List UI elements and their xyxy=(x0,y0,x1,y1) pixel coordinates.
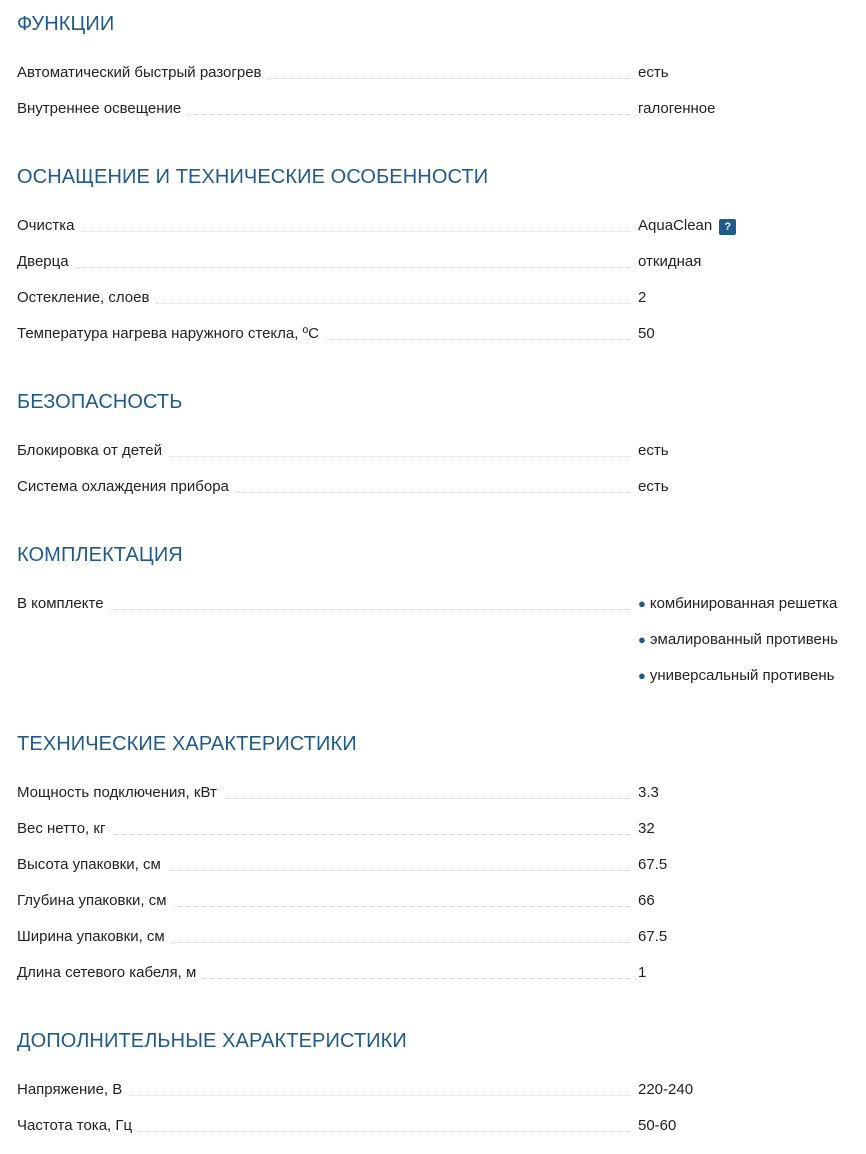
spec-row xyxy=(17,964,857,1000)
section-additional-specs xyxy=(17,1029,857,1134)
spec-value: галогенное xyxy=(638,100,716,117)
spec-row xyxy=(17,325,857,361)
bullet-icon: ● xyxy=(638,668,646,683)
spec-name: Автоматический быстрый разогрев xyxy=(17,64,268,82)
bullet-icon: ● xyxy=(638,632,646,647)
section-equipment xyxy=(17,165,857,342)
spec-name: Вес нетто, кг xyxy=(17,820,111,838)
section-functions xyxy=(17,12,857,117)
spec-row xyxy=(17,442,857,478)
dotted-leader xyxy=(17,231,629,232)
bullet-icon: ● xyxy=(638,596,646,611)
section-package-contents xyxy=(17,543,857,684)
spec-name: Дверца xyxy=(17,253,75,271)
spec-value: 220-240 xyxy=(638,1081,694,1098)
spec-value: откидная xyxy=(638,253,702,270)
spec-row xyxy=(17,784,857,820)
spec-row xyxy=(17,1117,857,1153)
spec-value: есть xyxy=(638,64,669,81)
spec-value: есть xyxy=(638,442,669,459)
spec-name: Частота тока, Гц xyxy=(17,1117,138,1135)
list-item xyxy=(638,595,838,631)
spec-row xyxy=(17,856,857,892)
spec-name: Остекление, слоев xyxy=(17,289,155,307)
spec-value: 66 xyxy=(638,892,655,909)
section-title: ФУНКЦИИ xyxy=(17,13,115,35)
spec-row xyxy=(17,1081,857,1117)
list-item xyxy=(638,667,838,703)
spec-row xyxy=(17,595,857,684)
section-technical-specs xyxy=(17,732,857,981)
spec-row xyxy=(17,820,857,856)
help-icon[interactable]: ? xyxy=(719,219,736,235)
spec-name: Мощность подключения, кВт xyxy=(17,784,223,802)
spec-name: Длина сетевого кабеля, м xyxy=(17,964,202,982)
dotted-leader xyxy=(17,267,629,268)
spec-value: есть xyxy=(638,478,669,495)
spec-name: В комплекте xyxy=(17,595,110,613)
spec-value: 50 xyxy=(638,325,655,342)
section-safety xyxy=(17,390,857,495)
section-title: БЕЗОПАСНОСТЬ xyxy=(17,391,183,413)
spec-row xyxy=(17,892,857,928)
spec-value: 50-60 xyxy=(638,1117,677,1134)
list-item-text: эмалированный противень xyxy=(649,631,838,648)
list-item xyxy=(638,631,838,667)
spec-row xyxy=(17,64,857,100)
spec-name: Напряжение, В xyxy=(17,1081,128,1099)
section-title: КОМПЛЕКТАЦИЯ xyxy=(17,544,183,566)
spec-row xyxy=(17,478,857,514)
spec-value: 67.5 xyxy=(638,856,668,873)
spec-value: 32 xyxy=(638,820,655,837)
spec-row xyxy=(17,253,857,289)
spec-name: Блокировка от детей xyxy=(17,442,168,460)
spec-value-text: AquaClean xyxy=(638,217,713,234)
section-title: ДОПОЛНИТЕЛЬНЫЕ ХАРАКТЕРИСТИКИ xyxy=(17,1030,407,1052)
spec-value: 67.5 xyxy=(638,928,668,945)
spec-name: Внутреннее освещение xyxy=(17,100,187,118)
spec-name: Система охлаждения прибора xyxy=(17,478,235,496)
spec-value: 2 xyxy=(638,289,647,306)
spec-name: Глубина упаковки, см xyxy=(17,892,173,910)
spec-row xyxy=(17,289,857,325)
spec-row xyxy=(17,217,857,253)
list-item-text: комбинированная решетка xyxy=(649,595,838,612)
spec-value: 1 xyxy=(638,964,647,981)
spec-name: Очистка xyxy=(17,217,80,235)
spec-name: Ширина упаковки, см xyxy=(17,928,171,946)
spec-value-list xyxy=(638,595,838,703)
spec-value: 3.3 xyxy=(638,784,659,801)
section-title: ТЕХНИЧЕСКИЕ ХАРАКТЕРИСТИКИ xyxy=(17,733,357,755)
spec-name: Высота упаковки, см xyxy=(17,856,167,874)
spec-value xyxy=(638,217,736,235)
section-title: ОСНАЩЕНИЕ И ТЕХНИЧЕСКИЕ ОСОБЕННОСТИ xyxy=(17,166,489,188)
list-item-text: универсальный противень xyxy=(649,667,835,684)
spec-name: Температура нагрева наружного стекла, ºС xyxy=(17,325,325,343)
spec-row xyxy=(17,100,857,136)
spec-row xyxy=(17,928,857,964)
